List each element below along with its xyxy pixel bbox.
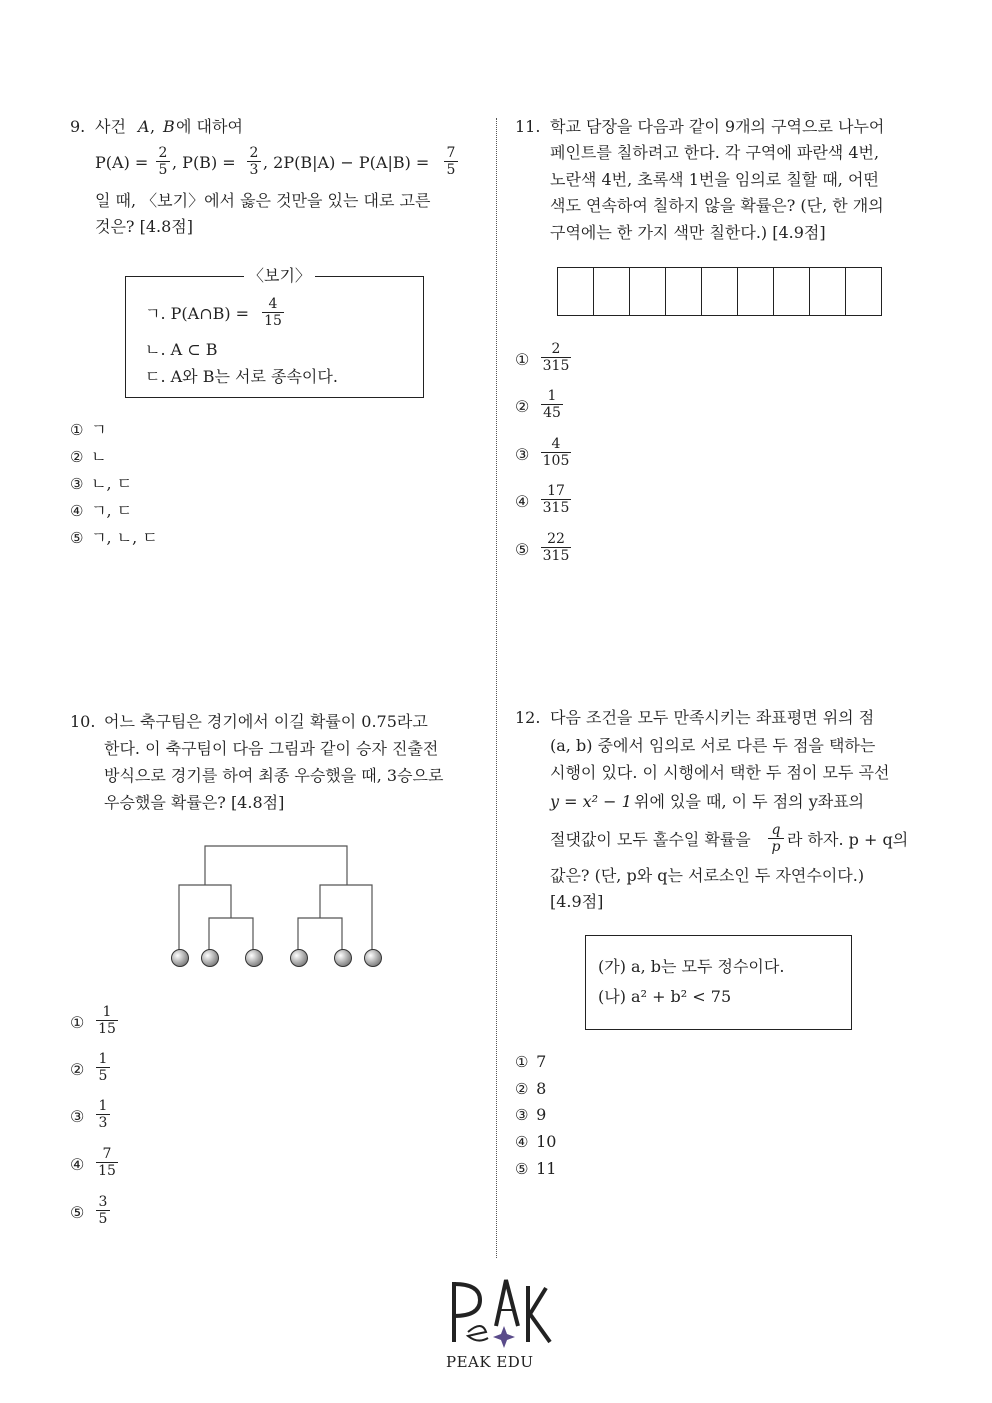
fence-cell (558, 268, 594, 315)
q10-line2: 한다. 이 축구팀이 다음 그림과 같이 승자 진출전 (104, 739, 439, 758)
q12-condition-box (585, 935, 852, 1030)
q12-option-1[interactable] (515, 1052, 546, 1072)
logo-e (468, 1326, 488, 1341)
q11-option-3-num: 4 (541, 436, 571, 453)
q9-option-4-mark: ④ (70, 502, 84, 520)
q9-option-4[interactable] (70, 501, 132, 521)
q11-option-1-num: 2 (541, 341, 571, 358)
q12-line2: (a, b) 중에서 임의로 서로 다른 두 점을 택하는 (550, 736, 876, 755)
q9-frac-expr-den: 5 (446, 162, 456, 178)
q11-option-2-frac (541, 388, 563, 421)
tournament-bracket (160, 840, 400, 960)
logo-caption: PEAK EDU (446, 1353, 534, 1371)
fence-cell (702, 268, 738, 315)
q10-option-1-den: 15 (98, 1021, 116, 1037)
q10-option-3-den: 3 (98, 1115, 108, 1131)
peak-logo (438, 1276, 558, 1348)
q10-number: 10. (70, 712, 96, 731)
q9-option-4-text: ㄱ, ㄷ (91, 501, 133, 520)
q10-option-5-frac (96, 1194, 110, 1227)
team-ball (290, 949, 308, 967)
q10-option-1-mark: ① (70, 1013, 85, 1032)
q11-option-5-den: 315 (542, 548, 570, 564)
q11-option-5-mark: ⑤ (515, 540, 530, 559)
q11-option-5-num: 22 (541, 531, 571, 548)
q12-line7: [4.9점] (550, 892, 604, 911)
fence-cell (846, 268, 881, 315)
q11-option-2-mark: ② (515, 397, 530, 416)
q10-option-4-num: 7 (96, 1146, 118, 1163)
q9-frac-pa (156, 145, 170, 178)
q10-option-3-mark: ③ (70, 1107, 85, 1126)
q12-line4-eq: y = x² − 1 (550, 792, 632, 811)
q12-line5-pre: 절댓값이 모두 홀수일 확률을 (550, 830, 751, 849)
q11-option-4-mark: ④ (515, 492, 530, 511)
q11-number: 11. (515, 117, 541, 136)
q12-option-3[interactable] (515, 1105, 546, 1125)
q11-line1: 학교 담장을 다음과 같이 9개의 구역으로 나누어 (550, 117, 885, 136)
q12-option-5-mark: ⑤ (515, 1160, 529, 1178)
q11-option-3-den: 105 (542, 453, 570, 469)
q10-option-5-num: 3 (96, 1194, 110, 1211)
q11-option-4-num: 17 (541, 483, 571, 500)
logo-star-icon (493, 1326, 515, 1348)
q9-frac-pb-den: 3 (249, 162, 259, 178)
q12-option-3-text: 9 (536, 1105, 547, 1124)
q9-frac-pa-num: 2 (156, 145, 170, 162)
q12-line5-frac-den: p (771, 839, 781, 855)
q9-frac-pb (247, 145, 261, 178)
q12-option-5[interactable] (515, 1159, 556, 1179)
q12-option-4[interactable] (515, 1132, 556, 1152)
q12-option-1-text: 7 (536, 1052, 547, 1071)
q12-option-5-text: 11 (536, 1159, 557, 1178)
q11-option-4-den: 315 (542, 500, 570, 516)
q9-option-3-text: ㄴ, ㄷ (91, 474, 133, 493)
q11-line5: 구역에는 한 가지 색만 칠한다.) [4.9점] (550, 223, 826, 242)
logo-k-arms (530, 1288, 550, 1342)
q9-option-5[interactable] (70, 528, 158, 548)
q11-line2: 페인트를 칠하려고 한다. 각 구역에 파란색 4번, (550, 143, 880, 162)
q12-option-2-text: 8 (536, 1079, 547, 1098)
q11-option-5-frac (541, 531, 571, 564)
q10-line3: 방식으로 경기를 하여 최종 우승했을 때, 3승으로 (104, 766, 444, 785)
q10-option-2-num: 1 (96, 1051, 110, 1068)
q9-comma: , (150, 117, 156, 136)
q12-line4-text: 위에 있을 때, 이 두 점의 y좌표의 (634, 792, 865, 811)
q10-option-2-den: 5 (98, 1068, 108, 1084)
q12-option-1-mark: ① (515, 1053, 529, 1071)
q9-frac-pa-den: 5 (158, 162, 168, 178)
team-ball (171, 949, 189, 967)
q9-bogi-frac-num: 4 (262, 296, 284, 313)
q9-bogi-title: 〈보기〉 (244, 266, 315, 286)
q10-line4: 우승했을 확률은? [4.8점] (104, 793, 285, 812)
bracket-right-quarter-line (298, 918, 342, 950)
q11-line3: 노란색 4번, 초록색 1번을 임의로 칠할 때, 어떤 (550, 170, 879, 189)
q12-line3: 시행이 있다. 이 시행에서 택한 두 점이 모두 곡선 (550, 763, 890, 782)
q12-line6: 값은? (단, p와 q는 서로소인 두 자연수이다.) (550, 866, 865, 885)
q12-line5-post: 라 하자. p + q의 (787, 830, 909, 849)
q9-option-2-text: ㄴ (91, 447, 107, 466)
q10-option-4-mark: ④ (70, 1155, 85, 1174)
q12-option-2[interactable] (515, 1079, 546, 1099)
fence-cell (594, 268, 630, 315)
q9-option-2-mark: ② (70, 448, 84, 466)
q10-option-3-frac (96, 1098, 110, 1131)
q9-option-2[interactable] (70, 447, 107, 467)
q11-option-1-frac (541, 341, 571, 374)
q12-line1: 다음 조건을 모두 만족시키는 좌표평면 위의 점 (550, 708, 875, 727)
team-ball (201, 949, 219, 967)
q11-option-2-den: 45 (543, 405, 561, 421)
q12-option-4-text: 10 (536, 1132, 557, 1151)
q12-line5-frac-num: q (768, 822, 784, 839)
q9-frac-pb-num: 2 (247, 145, 261, 162)
column-divider (496, 118, 497, 1258)
q10-option-1-frac (96, 1004, 118, 1037)
q12-option-3-mark: ③ (515, 1106, 529, 1124)
q9-bogi-frac (262, 296, 284, 329)
team-ball (364, 949, 382, 967)
q12-condition-2: (나) a² + b² < 75 (598, 987, 732, 1006)
bracket-left-quarter-line (209, 918, 253, 950)
team-ball (334, 949, 352, 967)
q9-event-a: A (138, 117, 150, 136)
q11-option-4-frac (541, 483, 571, 516)
q9-line4: 것은? [4.8점] (95, 217, 193, 236)
q11-line4: 색도 연속하여 칠하지 않을 확률은? (단, 한 개의 (550, 196, 884, 215)
q12-line5-frac (768, 822, 784, 855)
q10-option-2-frac (96, 1051, 110, 1084)
q9-cond-pa: P(A) = (95, 153, 149, 172)
q11-option-1-mark: ① (515, 350, 530, 369)
q10-option-1-num: 1 (96, 1004, 118, 1021)
q9-cond-expr: , 2P(B|A) − P(A|B) = (263, 153, 430, 172)
q9-option-3[interactable] (70, 474, 132, 494)
q12-condition-1: (가) a, b는 모두 정수이다. (598, 957, 785, 976)
logo-p-bowl (454, 1284, 480, 1316)
q9-line1-post: 에 대하여 (176, 117, 243, 136)
q9-option-1-mark: ① (70, 421, 84, 439)
q9-bogi-item2: ㄴ. A ⊂ B (145, 340, 218, 359)
fence-cell (738, 268, 774, 315)
q9-cond-pb: , P(B) = (172, 153, 236, 172)
q12-option-2-mark: ② (515, 1080, 529, 1098)
q10-option-4-frac (96, 1146, 118, 1179)
fence-cell (810, 268, 846, 315)
q10-line1: 어느 축구팀은 경기에서 이길 확률이 0.75라고 (104, 712, 428, 731)
logo-a-large (496, 1280, 518, 1326)
q12-option-4-mark: ④ (515, 1133, 529, 1151)
q9-event-b: B (163, 117, 175, 136)
q11-option-1-den: 315 (542, 358, 570, 374)
q9-option-1[interactable] (70, 420, 107, 440)
q10-option-4-den: 15 (98, 1163, 116, 1179)
bracket-final-line (205, 846, 347, 885)
team-ball (245, 949, 263, 967)
q9-bogi-item3: ㄷ. A와 B는 서로 종속이다. (145, 367, 338, 386)
q9-option-5-text: ㄱ, ㄴ, ㄷ (91, 528, 158, 547)
fence-cell (774, 268, 810, 315)
q9-frac-expr (444, 145, 458, 178)
q12-number: 12. (515, 708, 541, 727)
q9-bogi-item1: ㄱ. P(A∩B) = (145, 304, 250, 323)
q9-option-3-mark: ③ (70, 475, 84, 493)
q9-option-1-text: ㄱ (91, 420, 107, 439)
q10-option-2-mark: ② (70, 1060, 85, 1079)
fence-cell (630, 268, 666, 315)
q9-option-5-mark: ⑤ (70, 529, 84, 547)
q9-number: 9. (70, 117, 86, 136)
q9-line1-pre: 사건 (95, 117, 126, 136)
q9-frac-expr-num: 7 (444, 145, 458, 162)
q11-option-3-mark: ③ (515, 445, 530, 464)
fence-cell (666, 268, 702, 315)
q11-option-2-num: 1 (541, 388, 563, 405)
fence-grid (557, 267, 882, 316)
q9-line3: 일 때, 〈보기〉에서 옳은 것만을 있는 대로 고른 (95, 191, 431, 210)
q9-bogi-frac-den: 15 (264, 313, 282, 329)
q10-option-5-mark: ⑤ (70, 1203, 85, 1222)
q10-option-5-den: 5 (98, 1211, 108, 1227)
q10-option-3-num: 1 (96, 1098, 110, 1115)
q11-option-3-frac (541, 436, 571, 469)
